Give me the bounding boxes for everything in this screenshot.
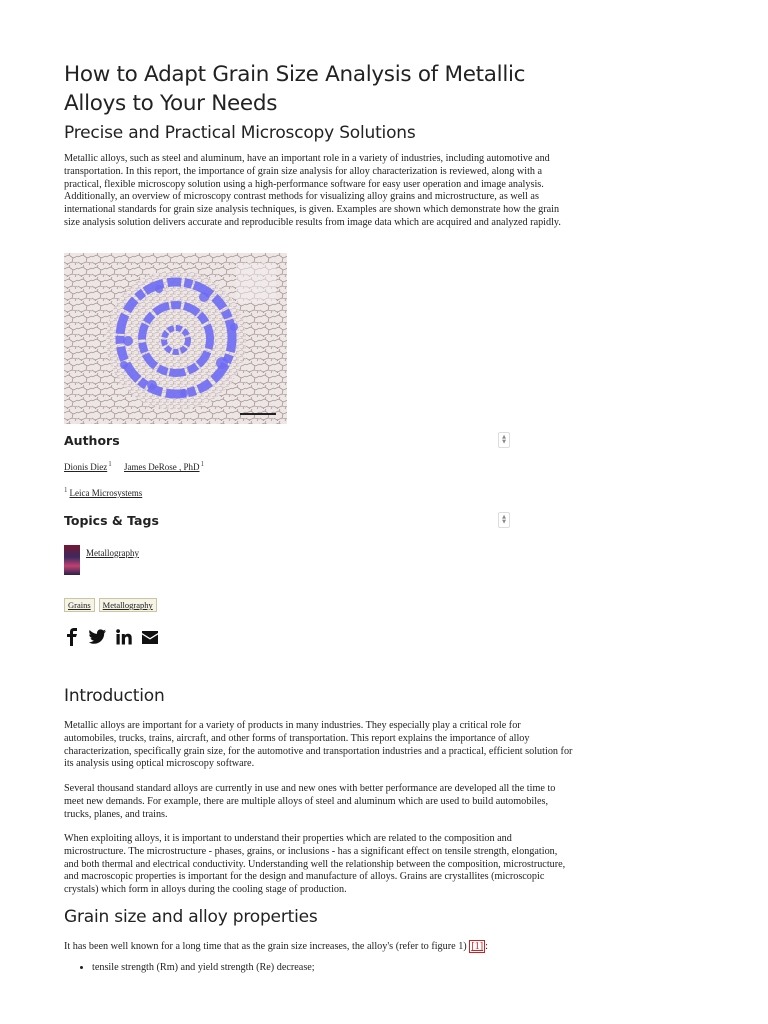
topics-header[interactable] bbox=[64, 512, 510, 528]
author-2-link[interactable]: James DeRose , PhD bbox=[124, 462, 200, 472]
topic-item[interactable] bbox=[64, 545, 139, 575]
author-2[interactable] bbox=[124, 462, 204, 472]
topic-thumbnail bbox=[64, 545, 80, 575]
grain-size-lead-main: It has been well known for a long time that as the grain size increases, the alloy's (refer to figure 1) bbox=[64, 941, 470, 952]
page-subtitle: Precise and Practical Microscopy Solutions bbox=[64, 123, 416, 143]
author-1[interactable] bbox=[64, 462, 112, 472]
list-item: • tensile strength (Rm) and yield strength (Re) decrease; bbox=[92, 962, 315, 973]
grain-size-heading: Grain size and alloy properties bbox=[64, 907, 318, 927]
author-list bbox=[64, 460, 214, 472]
tag-list bbox=[64, 598, 157, 612]
topics-toggle-icon[interactable]: ▲ ▼ bbox=[498, 512, 510, 528]
linkedin-icon[interactable] bbox=[116, 629, 132, 645]
tag-metallography[interactable]: Metallography bbox=[99, 598, 157, 612]
share-bar bbox=[66, 628, 158, 646]
grain-size-lead-end: : bbox=[485, 941, 488, 952]
hero-micrograph-image bbox=[64, 253, 287, 424]
topics-heading: Topics & Tags bbox=[64, 512, 159, 528]
authors-toggle-icon[interactable]: ▲ ▼ bbox=[498, 432, 510, 448]
grain-size-lead bbox=[64, 941, 574, 954]
affiliation-sup: 1 bbox=[64, 486, 68, 494]
email-icon[interactable] bbox=[142, 631, 158, 644]
author-1-sup: 1 bbox=[108, 460, 112, 468]
twitter-icon[interactable] bbox=[88, 629, 106, 645]
affiliation-link[interactable]: Leica Microsystems bbox=[69, 488, 143, 498]
intro-paragraph-3 bbox=[64, 833, 574, 897]
abstract-text: Metallic alloys, such as steel and aluminum, have an important role in a variety of industries, including automotive and transportation. In this report, the importance of grain size analysis for alloy characterization is reviewed, along with a practical, flexible microscopy solution using a high-performance software for easy user operation and image analysis. Additionally, an overview of microscopy contrast methods for visualizing alloy grains and microstructure, as well as international standards for grain size analysis techniques, is given. Examples are shown which demonstrate how the grain size analysis solution delivers accurate and reproducible results from image data which are acquired and analyzed rapidly. bbox=[64, 153, 561, 228]
tag-grains[interactable]: Grains bbox=[64, 598, 95, 612]
intro-paragraph-1-text: Metallic alloys are important for a variety of products in many industries. They especially play a critical role for automobiles, trucks, trains, aircraft, and other forms of transportation. This report explains the importance of alloy characterization, specifically grain size, for the automotive and transportation industries and a practical, efficient solution for its analysis using optical microscopy software. bbox=[64, 720, 573, 770]
grain-size-lead-text bbox=[64, 941, 574, 954]
affiliation bbox=[64, 486, 142, 498]
intro-paragraph-2-text: Several thousand standard alloys are currently in use and new ones with better performance are developed all the time to meet new demands. For example, there are multiple alloys of steel and aluminum which are used to build automobiles, trucks, planes, and trains. bbox=[64, 783, 556, 820]
abstract bbox=[64, 153, 574, 230]
topic-link[interactable]: Metallography bbox=[86, 548, 139, 558]
property-list bbox=[64, 962, 315, 973]
page-title: How to Adapt Grain Size Analysis of Metallic Alloys to Your Needs bbox=[64, 62, 526, 116]
intro-paragraph-2 bbox=[64, 783, 574, 821]
intro-paragraph-1 bbox=[64, 720, 574, 771]
introduction-heading: Introduction bbox=[64, 686, 165, 706]
intro-paragraph-3-text: When exploiting alloys, it is important to understand their properties which are related to the composition and microstructure. The microstructure - phases, grains, or inclusions - has a significant effect on tensile strength, elongation, and both thermal and electrical conductivity. Understanding well the relationship between the composition, microstructure, and macroscopic properties is important for the design and manufacture of alloys. Grains are crystallites (microscopic crystals) which form in alloys during the cooling stage of production. bbox=[64, 833, 566, 896]
facebook-icon[interactable] bbox=[66, 628, 78, 646]
author-1-link[interactable]: Dionis Diez bbox=[64, 462, 108, 472]
author-2-sup: 1 bbox=[200, 460, 204, 468]
authors-heading: Authors bbox=[64, 432, 120, 448]
reference-1-link[interactable]: [1] bbox=[471, 941, 484, 952]
authors-header[interactable] bbox=[64, 432, 510, 448]
